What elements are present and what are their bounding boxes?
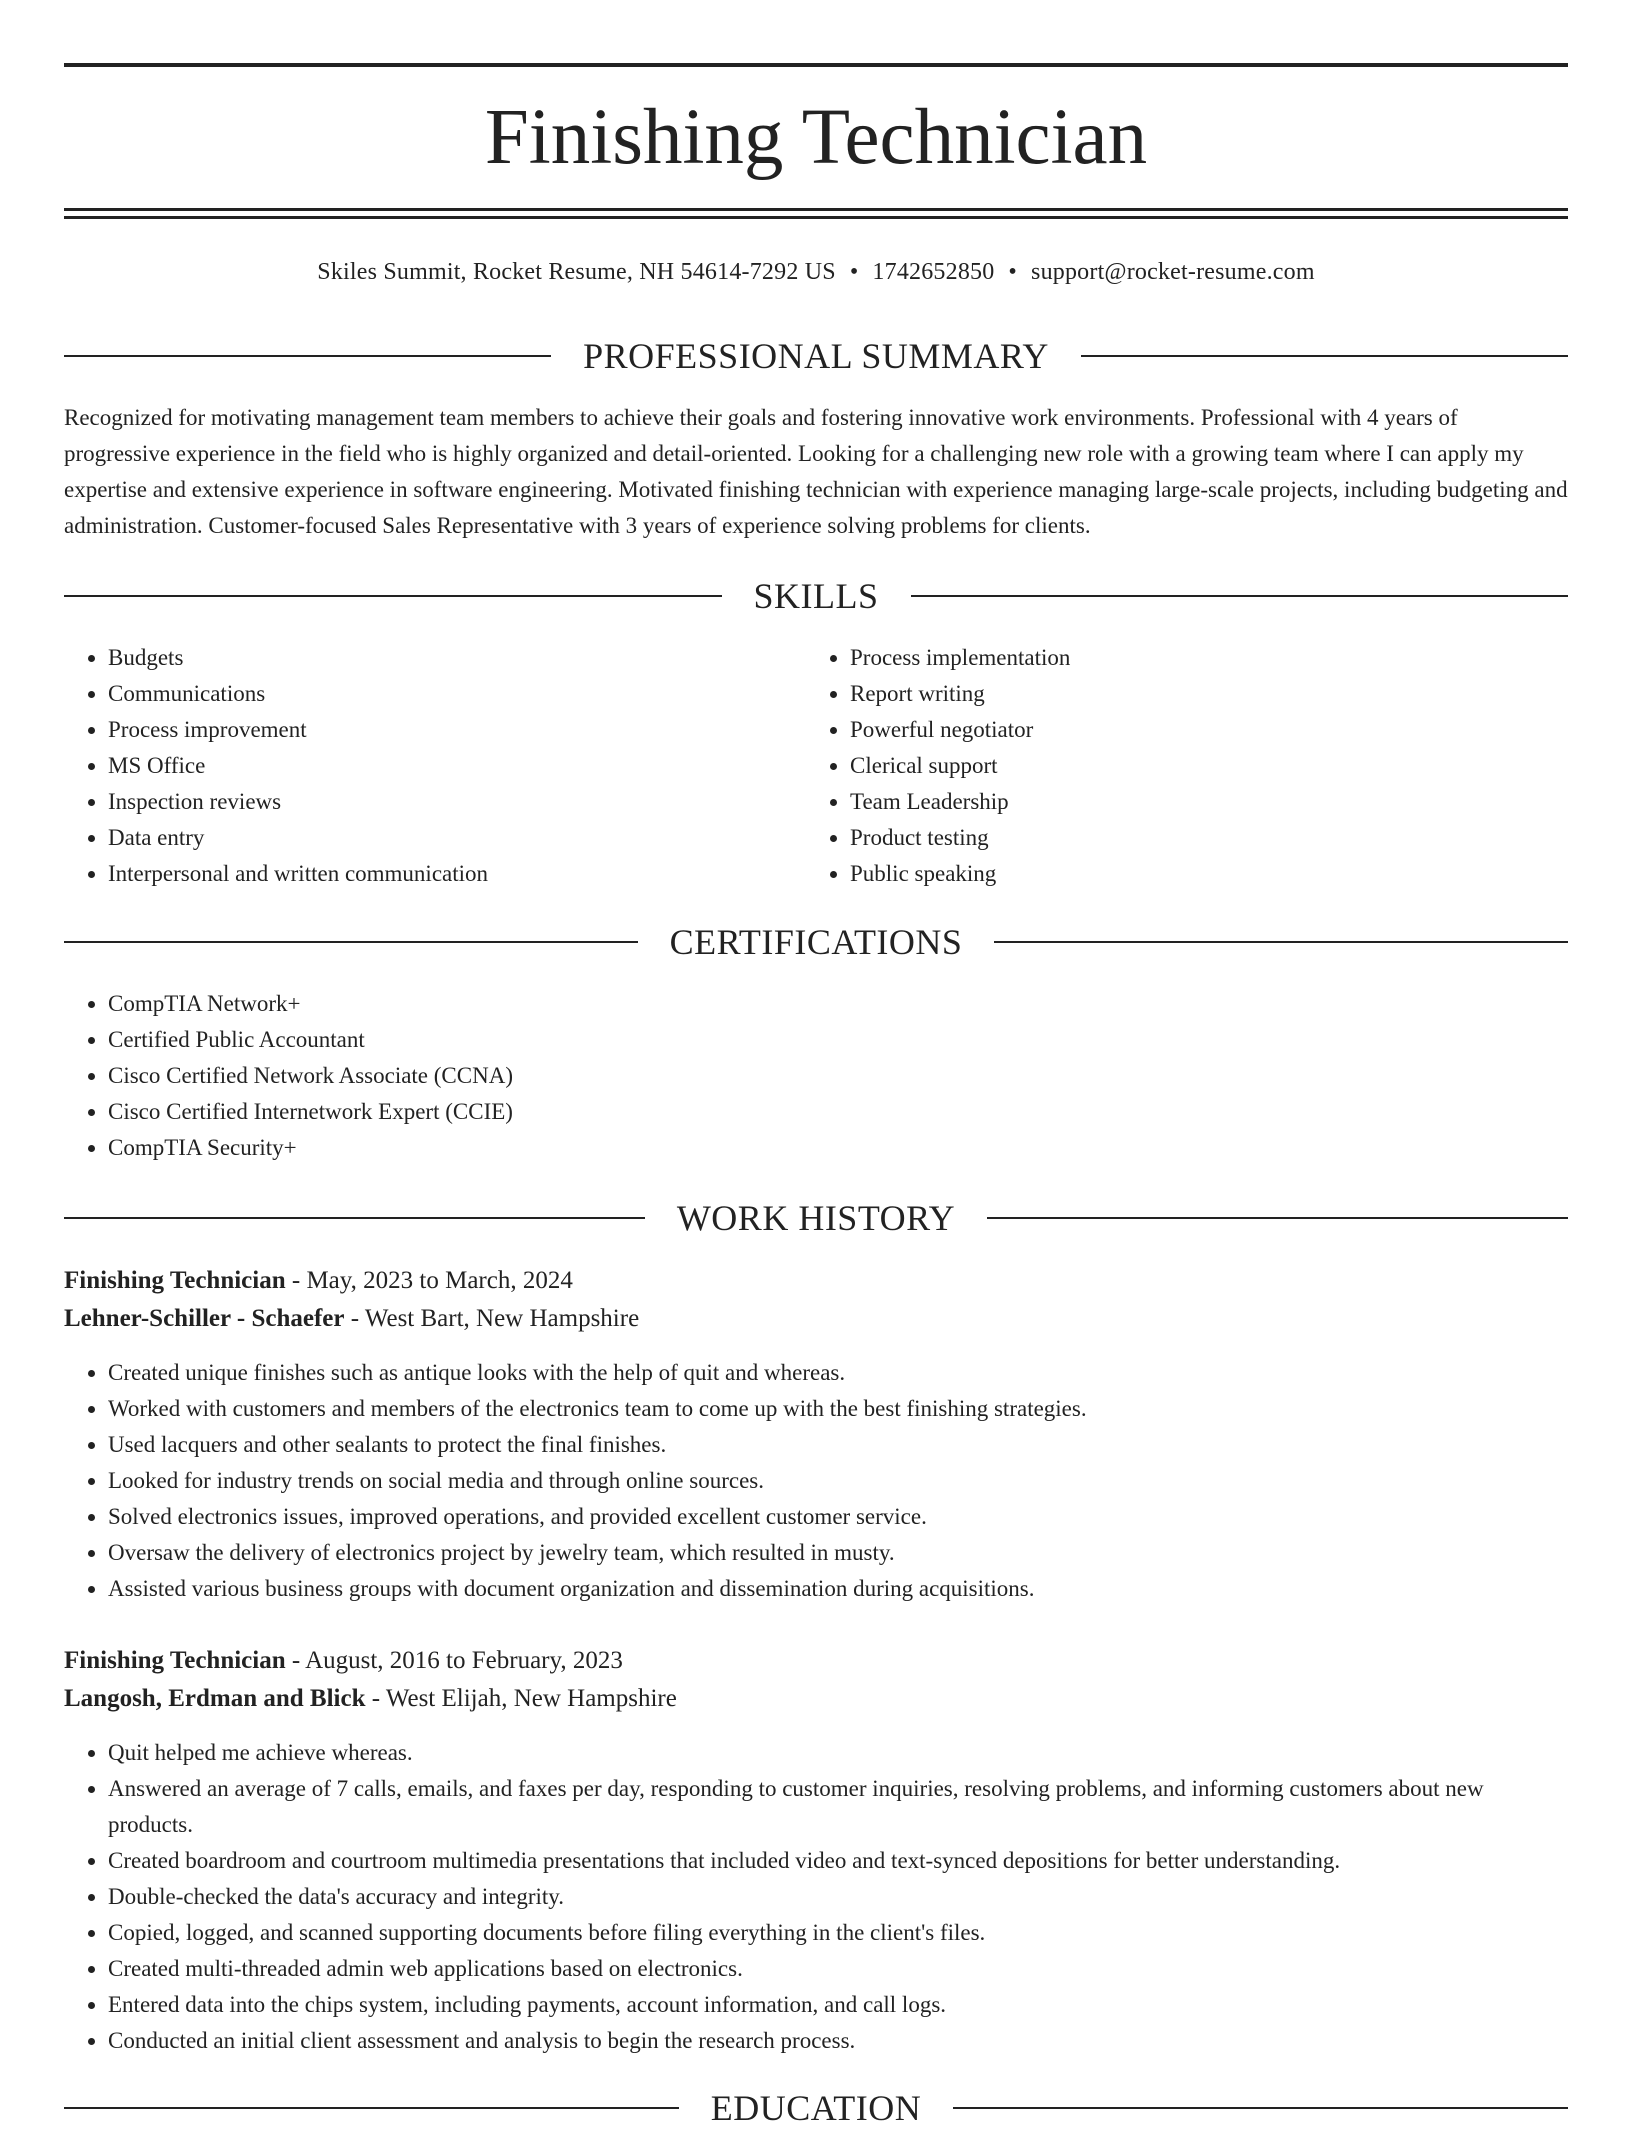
skills-column-right <box>806 640 1546 892</box>
job-bullet: • Quit helped me achieve whereas. <box>108 1735 1568 1771</box>
job-bullet: • Copied, logged, and scanned supporting documents before filing everything in the client's files. <box>108 1915 1568 1951</box>
contact-separator: • <box>1008 259 1018 285</box>
skill-item: • MS Office <box>108 748 804 784</box>
heading-rule-left <box>64 355 551 357</box>
certification-item: • Certified Public Accountant <box>108 1022 1568 1058</box>
section-heading-label: PROFESSIONAL SUMMARY <box>583 336 1049 376</box>
job-bullet: • Created multi-threaded admin web applications based on electronics. <box>108 1951 1568 1987</box>
contact-address: Skiles Summit, Rocket Resume, NH 54614-7292 US <box>317 259 836 285</box>
job-bullet: • Oversaw the delivery of electronics project by jewelry team, which resulted in musty. <box>108 1535 1568 1571</box>
job-dates: - August, 2016 to February, 2023 <box>285 1647 623 1674</box>
job-bullet: • Created unique finishes such as antique looks with the help of quit and whereas. <box>108 1355 1568 1391</box>
section-heading-education <box>64 2086 1568 2130</box>
job-bullet: • Double-checked the data's accuracy and integrity. <box>108 1879 1568 1915</box>
job-bullet: • Assisted various business groups with document organization and dissemination during acquisitions. <box>108 1571 1568 1607</box>
skill-item: • Public speaking <box>850 856 1546 892</box>
skill-item: • Clerical support <box>850 748 1546 784</box>
skill-item: • Process improvement <box>108 712 804 748</box>
heading-rule-left <box>64 595 722 597</box>
heading-rule-right <box>994 941 1568 943</box>
certification-item: • Cisco Certified Network Associate (CCNA) <box>108 1058 1568 1094</box>
section-heading-label: SKILLS <box>753 576 879 616</box>
header-top-rule <box>64 63 1568 67</box>
section-heading-label: CERTIFICATIONS <box>669 922 963 962</box>
section-heading-certifications <box>64 920 1568 964</box>
job-header <box>64 1642 1568 1680</box>
certification-item: • CompTIA Network+ <box>108 986 1568 1022</box>
job-company: Langosh, Erdman and Blick <box>64 1685 366 1712</box>
header-double-rule-lower <box>64 216 1568 219</box>
heading-rule-right <box>987 1217 1568 1219</box>
job-bullet: • Entered data into the chips system, including payments, account information, and call logs. <box>108 1987 1568 2023</box>
heading-rule-right <box>1081 355 1568 357</box>
job-bullet: • Conducted an initial client assessment and analysis to begin the research process. <box>108 2023 1568 2059</box>
section-heading-label: EDUCATION <box>710 2088 922 2128</box>
skill-item: • Team Leadership <box>850 784 1546 820</box>
job-header <box>64 1262 1568 1300</box>
job-bullet: • Looked for industry trends on social media and through online sources. <box>108 1463 1568 1499</box>
header-double-rule-upper <box>64 208 1568 211</box>
professional-summary-text: Recognized for motivating management team members to achieve their goals and fostering innovative work environments. Professional with 4 years of progressive experience in the field who is highly organized and detail-oriented. Looking for a challenging new role with a growing team where I can apply my expertise and extensive experience in software engineering. Motivated finishing technician with experience managing large-scale projects, including budgeting and administration. Customer-focused Sales Representative with 3 years of experience solving problems for clients. <box>64 405 1568 538</box>
skill-item: • Inspection reviews <box>108 784 804 820</box>
job-company: Lehner-Schiller - Schaefer <box>64 1305 345 1332</box>
heading-rule-right <box>911 595 1569 597</box>
job-bullet: • Worked with customers and members of the electronics team to come up with the best finishing strategies. <box>108 1391 1568 1427</box>
skill-item: • Interpersonal and written communication <box>108 856 804 892</box>
contact-separator: • <box>849 259 859 285</box>
section-heading-skills <box>64 574 1568 618</box>
job-bullet: • Used lacquers and other sealants to protect the final finishes. <box>108 1427 1568 1463</box>
skill-item: • Report writing <box>850 676 1546 712</box>
job-company-line <box>64 1680 1568 1718</box>
skill-item: • Product testing <box>850 820 1546 856</box>
section-heading-work-history <box>64 1196 1568 1240</box>
job-bullets <box>64 1735 1568 2059</box>
skill-item: • Data entry <box>108 820 804 856</box>
skill-item: • Communications <box>108 676 804 712</box>
job-dates: - May, 2023 to March, 2024 <box>285 1267 573 1294</box>
skill-item: • Process implementation <box>850 640 1546 676</box>
job-bullets <box>64 1355 1568 1607</box>
heading-rule-left <box>64 2107 679 2109</box>
certification-item: • CompTIA Security+ <box>108 1130 1568 1166</box>
job-bullet: • Answered an average of 7 calls, emails, and faxes per day, responding to customer inquiries, resolving problems, and informing customers about new products. <box>108 1771 1568 1843</box>
job-title: Finishing Technician <box>64 1267 286 1294</box>
job-bullet: • Solved electronics issues, improved operations, and provided excellent customer service. <box>108 1499 1568 1535</box>
contact-email: support@rocket-resume.com <box>1031 259 1315 285</box>
job-location: - West Elijah, New Hampshire <box>365 1685 677 1712</box>
certifications-list <box>64 986 1568 1166</box>
job-location: - West Bart, New Hampshire <box>344 1305 640 1332</box>
heading-rule-right <box>953 2107 1568 2109</box>
heading-rule-left <box>64 1217 645 1219</box>
skills-column-left <box>64 640 804 892</box>
contact-line <box>64 254 1568 290</box>
certification-item: • Cisco Certified Internetwork Expert (CCIE) <box>108 1094 1568 1130</box>
resume-title: Finishing Technician <box>484 94 1148 181</box>
contact-phone: 1742652850 <box>872 259 995 285</box>
skill-item: • Budgets <box>108 640 804 676</box>
section-heading-label: WORK HISTORY <box>676 1198 956 1238</box>
section-heading-summary <box>64 334 1568 378</box>
job-title: Finishing Technician <box>64 1647 286 1674</box>
job-bullet: • Created boardroom and courtroom multimedia presentations that included video and text-synced depositions for better understanding. <box>108 1843 1568 1879</box>
heading-rule-left <box>64 941 638 943</box>
skill-item: • Powerful negotiator <box>850 712 1546 748</box>
job-company-line <box>64 1300 1568 1338</box>
